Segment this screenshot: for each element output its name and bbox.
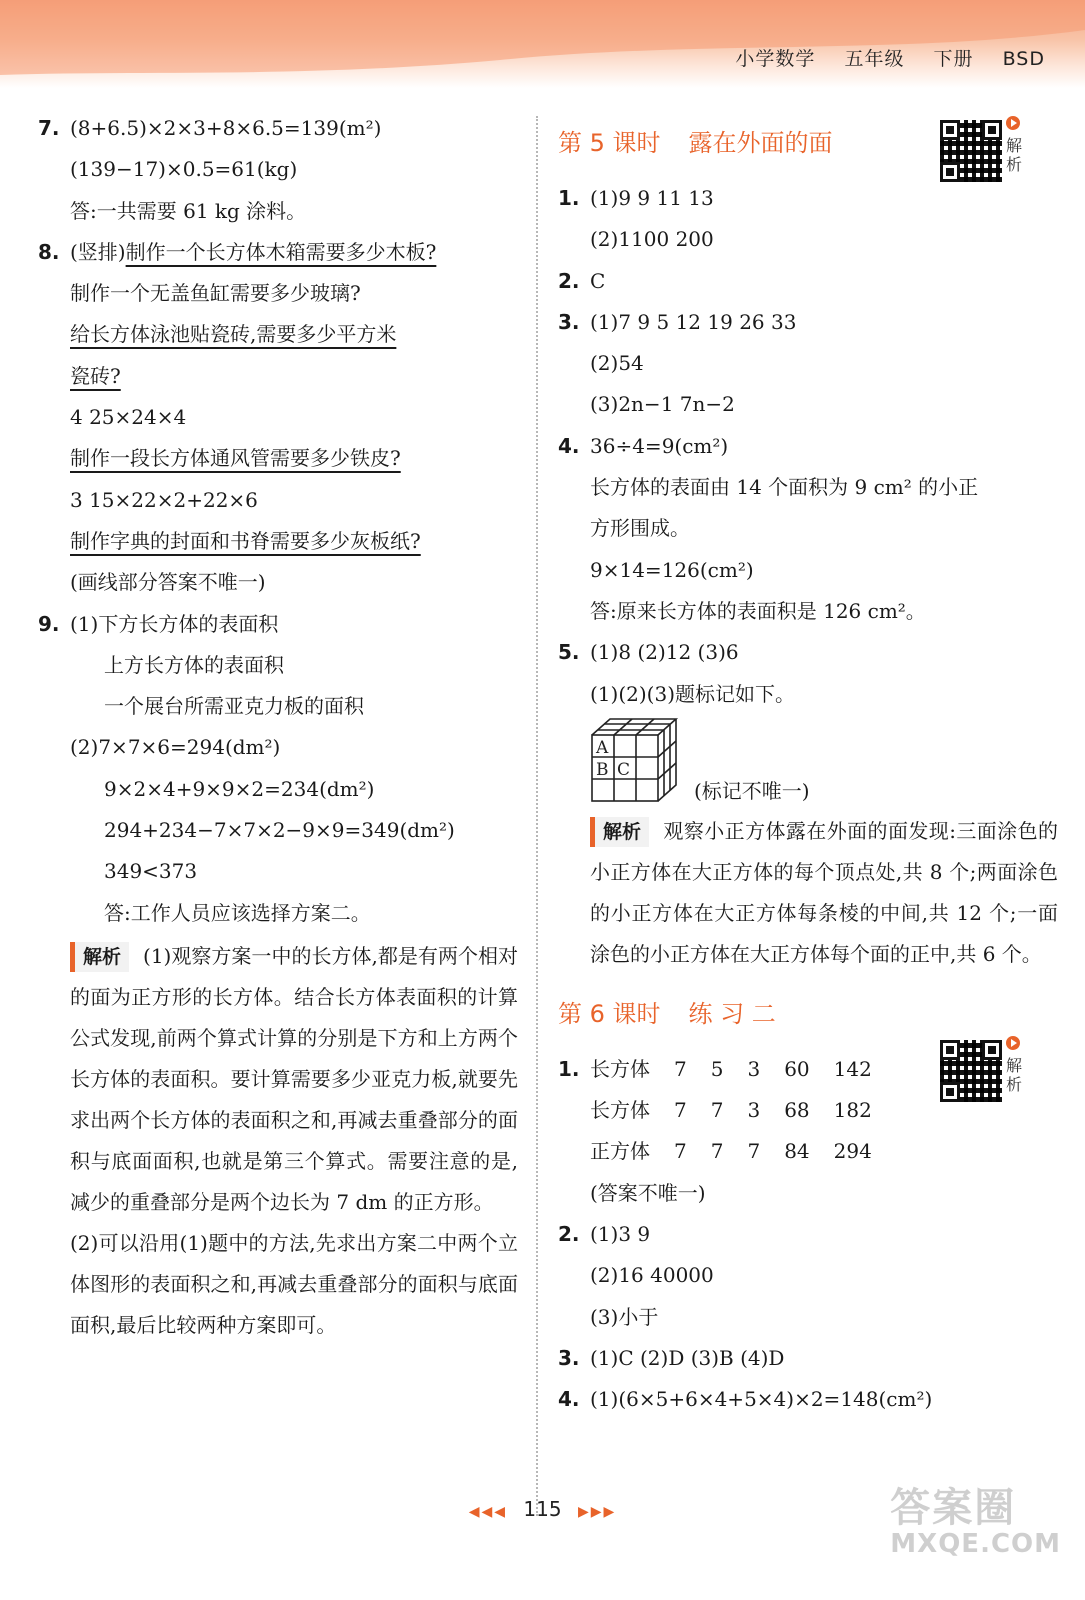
r-q4-line1 <box>558 426 1058 467</box>
q8-line5: 4 25×24×4 <box>70 405 187 430</box>
p2-number: 2. <box>558 1222 580 1247</box>
q8-underlined1: 制作一个长方体木箱需要多少木板? <box>125 239 437 264</box>
q9-line2: 上方长方体的表面积 <box>104 652 284 677</box>
qr-finder <box>940 1082 960 1102</box>
page-header <box>713 44 1045 71</box>
p4-line1 <box>558 1379 1058 1420</box>
r-q2-text1: C <box>590 268 606 293</box>
r-q1-number: 1. <box>558 186 580 210</box>
p2-line3: (3)小于 <box>590 1304 659 1329</box>
q7-number: 7. <box>38 116 60 140</box>
watermark <box>890 1486 1061 1558</box>
p1-r3-c2: 7 <box>710 1139 724 1164</box>
qr-finder <box>982 1040 1002 1060</box>
qr-code-lesson6[interactable] <box>940 1036 1023 1110</box>
q8-line1 <box>38 232 518 273</box>
p3-number: 3. <box>558 1345 580 1370</box>
q8-underlined3: 给长方体泳池贴瓷砖,需要多少平方米 <box>70 322 397 347</box>
r-q4-number: 4. <box>558 433 580 458</box>
r-q3-line1 <box>558 302 1058 343</box>
p1-r2-c5: 182 <box>833 1098 872 1123</box>
r-q5-text1: (1)8 (2)12 (3)6 <box>590 640 739 665</box>
q9-line1 <box>38 604 518 645</box>
p1-r1-c0: 长方体 <box>590 1056 650 1081</box>
header-grade: 五年级 <box>844 48 905 70</box>
r-q4-line4: 9×14=126(cm²) <box>590 557 754 582</box>
qr-code-lesson5[interactable] <box>940 116 1023 190</box>
q8-line6 <box>38 438 518 479</box>
cube-label-a: A <box>596 737 609 758</box>
p3-text1: (1)C (2)D (3)B (4)D <box>590 1345 785 1370</box>
play-icon <box>1006 116 1020 130</box>
p1-r1-c3: 3 <box>747 1056 761 1081</box>
q8-prefix: (竖排) <box>70 239 126 264</box>
q9-line8: 答:工作人员应该选择方案二。 <box>104 900 371 925</box>
p1-r2-c2: 7 <box>710 1098 724 1123</box>
p1-r1-c1: 7 <box>674 1056 687 1081</box>
r-q3-line3: (3)2n−1 7n−2 <box>590 392 735 417</box>
p1-number: 1. <box>558 1056 580 1081</box>
q8-line8 <box>38 521 518 562</box>
p1-r1-c2: 5 <box>710 1056 724 1081</box>
q8-line4 <box>38 356 518 397</box>
section-5-name: 露在外面的面 <box>688 129 833 157</box>
p3-line1 <box>558 1338 1058 1379</box>
p4-text1: (1)(6×5+6×4+5×4)×2=148(cm²) <box>590 1387 933 1412</box>
r-q3-line2: (2)54 <box>590 351 644 376</box>
qr-finder <box>940 120 960 140</box>
q8-underlined8: 制作字典的封面和书脊需要多少灰板纸? <box>70 528 421 553</box>
q7-text1: (8+6.5)×2×3+8×6.5=139(m²) <box>70 116 382 140</box>
page-number-text: 115 <box>523 1497 562 1521</box>
header-volume: 下册 <box>933 48 974 70</box>
r-q1-line2: (2)1100 200 <box>590 227 714 252</box>
p2-line2: (2)16 40000 <box>590 1263 714 1288</box>
watermark-line1: 答案圈 <box>890 1485 1017 1531</box>
r-q4-line5: 答:原来长方体的表面积是 126 cm²。 <box>590 598 926 623</box>
left-arrows-icon: ◀◀◀ <box>468 1504 508 1520</box>
p1-r3-c0: 正方体 <box>590 1139 650 1164</box>
left-analysis2: (2)可以沿用(1)题中的方法,先求出方案二中两个立体图形的表面积之和,再减去重叠部分的面积与底面面积,最后比较两种方案即可。 <box>70 1230 518 1337</box>
r-q5-line2: (1)(2)(3)题标记如下。 <box>590 681 795 706</box>
qr-finder <box>982 120 1002 140</box>
cube-note: (标记不唯一) <box>694 778 810 803</box>
cube-label-b: B <box>596 759 609 780</box>
r-q2-line1 <box>558 261 1058 302</box>
p2-line1 <box>558 1214 1058 1255</box>
right-analysis-text: 观察小正方体露在外面的面发现:三面涂色的小正方体在大正方体的每个顶点处,共 8 个;两面涂色的小正方体在大正方体每条棱的中间,共 12 个;一面涂色的小正方体在大正方体每个面的正中,共 6 个。 <box>590 818 1058 966</box>
qr-finder <box>940 162 960 182</box>
q9-line7: 349<373 <box>104 859 198 884</box>
left-column <box>38 108 518 1346</box>
qr-finder <box>940 1040 960 1060</box>
p1-r2-c4: 68 <box>784 1098 810 1123</box>
watermark-line2: MXQE.COM <box>890 1529 1061 1559</box>
p2-text1: (1)3 9 <box>590 1222 651 1247</box>
r-q2-number: 2. <box>558 268 580 293</box>
r-q1-text1: (1)9 9 11 13 <box>590 186 714 210</box>
right-column <box>558 108 1058 1421</box>
q8-line9: (画线部分答案不唯一) <box>70 570 266 595</box>
r-q3-number: 3. <box>558 309 580 334</box>
r-q3-text1: (1)7 9 5 12 19 26 33 <box>590 309 797 334</box>
p1-r3-c3: 7 <box>747 1139 761 1164</box>
q9-number: 9. <box>38 611 60 636</box>
q9-line6: 294+234−7×7×2−9×9=349(dm²) <box>104 818 455 843</box>
q9-text1: (1)下方长方体的表面积 <box>70 611 279 636</box>
q7-line3: 答:一共需要 61 kg 涂料。 <box>70 198 307 223</box>
p1-r3-c1: 7 <box>674 1139 687 1164</box>
p1-r3-c5: 294 <box>833 1139 872 1164</box>
header-subject: 小学数学 <box>735 48 816 70</box>
q8-underlined6: 制作一段长方体通风管需要多少铁皮? <box>70 446 401 471</box>
section-6-name: 练 习 二 <box>688 999 776 1028</box>
r-q4-line2: 长方体的表面由 14 个面积为 9 cm² 的小正 <box>590 475 979 500</box>
analysis-tag: 解析 <box>70 942 129 972</box>
cube-diagram <box>590 715 690 807</box>
p1-r2-c0: 长方体 <box>590 1098 650 1123</box>
play-icon <box>1006 1036 1020 1050</box>
cube-figure-row <box>558 715 1058 811</box>
p1-row3 <box>558 1131 1058 1172</box>
r-q5-line1 <box>558 632 1058 673</box>
section-5-lesson: 第 5 课时 <box>558 129 661 157</box>
p1-r2-c1: 7 <box>674 1098 687 1123</box>
right-analysis <box>558 811 1058 975</box>
q9-line4: (2)7×7×6=294(dm²) <box>70 735 281 760</box>
right-arrows-icon: ▶▶▶ <box>577 1504 617 1520</box>
analysis-tag-right: 解析 <box>590 817 649 847</box>
qr-label: 解析 <box>1006 1056 1023 1094</box>
column-divider <box>536 116 538 1516</box>
p1-r3-c4: 84 <box>784 1139 810 1164</box>
q8-line2: 制作一个无盖鱼缸需要多少玻璃? <box>70 281 361 306</box>
p1-r1-c5: 142 <box>833 1056 872 1081</box>
q8-number: 8. <box>38 239 60 264</box>
p1-r2-c3: 3 <box>747 1098 761 1123</box>
qr-label: 解析 <box>1006 136 1023 174</box>
q8-underlined4: 瓷砖? <box>70 363 121 388</box>
q9-line3: 一个展台所需亚克力板的面积 <box>104 694 364 719</box>
q8-line3 <box>38 314 518 355</box>
r-q4-text1: 36÷4=9(cm²) <box>590 433 729 458</box>
p4-number: 4. <box>558 1387 580 1412</box>
section-6-lesson: 第 6 课时 <box>558 999 661 1028</box>
cube-label-c: C <box>617 759 631 780</box>
q8-line7: 3 15×22×2+22×6 <box>70 487 258 512</box>
p1-note: (答案不唯一) <box>590 1180 706 1205</box>
q9-line5: 9×2×4+9×9×2=234(dm²) <box>104 776 375 801</box>
p1-r1-c4: 60 <box>784 1056 810 1081</box>
q7-line2: (139−17)×0.5=61(kg) <box>70 157 298 182</box>
header-edition: BSD <box>1002 48 1045 70</box>
left-analysis-text1: (1)观察方案一中的长方体,都是有两个相对的面为正方形的长方体。结合长方体表面积的计算公式发现,前两个算式计算的分别是下方和上方两个长方体的表面积。要计算需要多少亚克力板,就要先求出两个长方体的表面积之和,再减去重叠部分的面积与底面面积,也就是第三个算式。需要注意的是,减少的重叠部分是两个边长为 7 dm 的正方形。 <box>70 943 518 1214</box>
left-analysis <box>38 936 518 1223</box>
r-q5-number: 5. <box>558 640 580 665</box>
q7-line1 <box>38 108 518 149</box>
r-q4-line3: 方形围成。 <box>590 516 690 541</box>
